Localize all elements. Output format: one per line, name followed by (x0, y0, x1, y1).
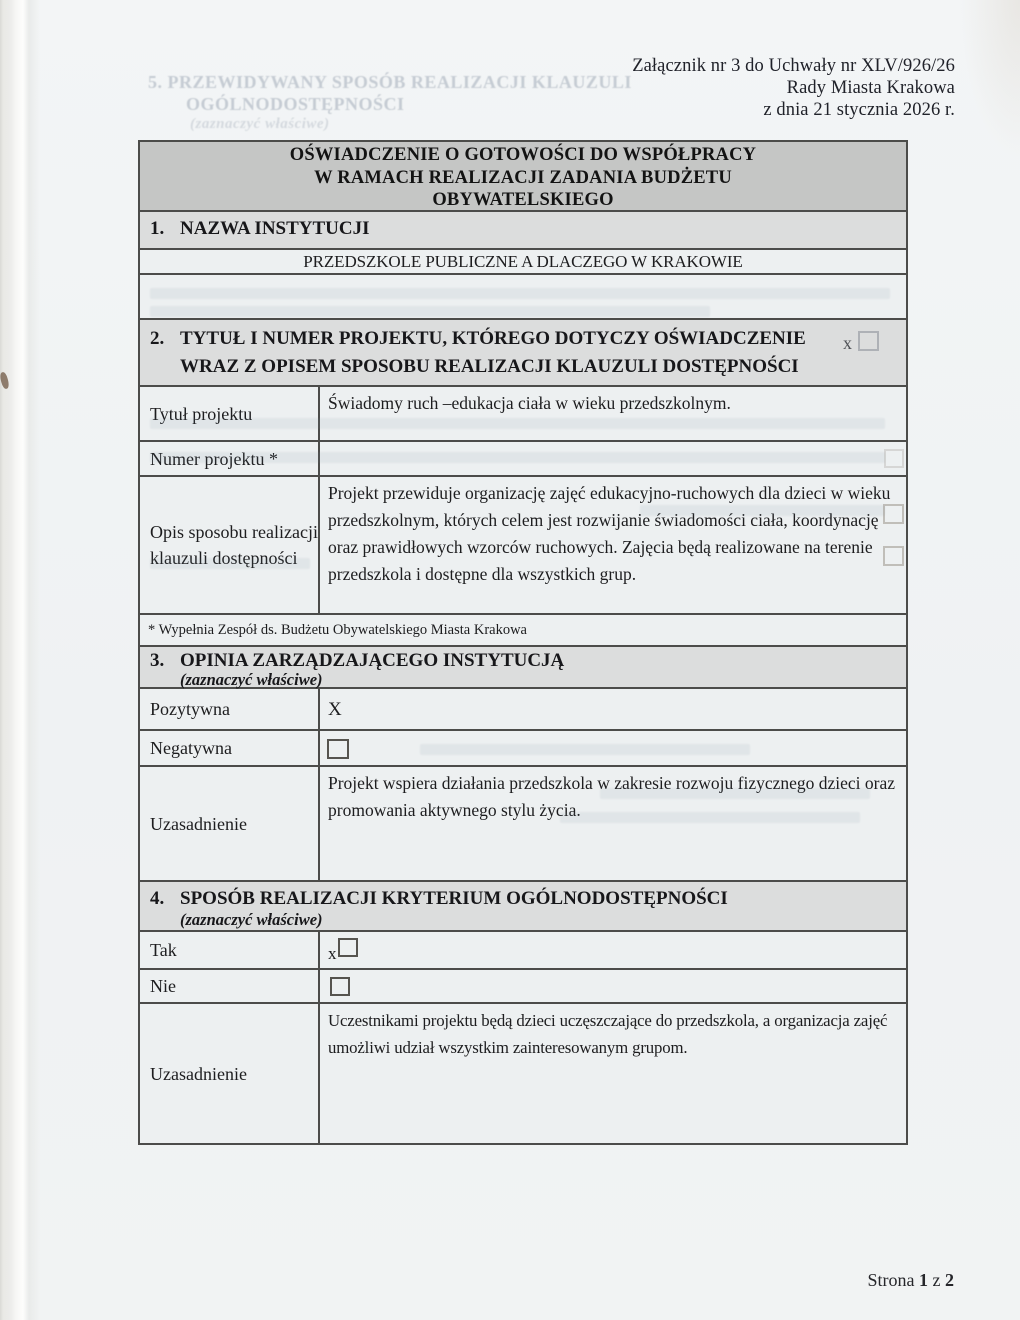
section3-heading: OPINIA ZARZĄDZAJĄCEGO INSTYTUCJĄ (180, 650, 565, 671)
page-number (868, 1270, 955, 1291)
section4-header (140, 880, 906, 930)
section4-justification-row (140, 1002, 906, 1143)
section4-justification-label: Uzasadnienie (150, 1063, 247, 1084)
page-number-separator: z (932, 1270, 941, 1290)
yes-checkbox (338, 938, 358, 957)
attachment-line-2: Rady Miasta Krakowa (786, 78, 955, 98)
section1-heading: NAZWA INSTYTUCJI (180, 218, 370, 239)
no-label: Nie (150, 976, 176, 996)
yes-label: Tak (150, 940, 177, 960)
attachment-line-1: Załącznik nr 3 do Uchwały nr XLV/926/26 (632, 56, 955, 76)
project-title-label: Tytuł projektu (150, 403, 253, 424)
project-title-row (140, 385, 906, 440)
section3-justification-label: Uzasadnienie (150, 813, 247, 834)
section2-header (140, 318, 906, 385)
page-number-current: 1 (919, 1270, 928, 1290)
declaration-form-table (138, 140, 908, 1145)
project-number-value (318, 442, 906, 475)
no-row (140, 968, 906, 1002)
section2-heading-line2: WRAZ Z OPISEM SPOSOBU REALIZACJI KLAUZULI DOSTĘPNOŚCI (180, 356, 799, 377)
section3-justification-value: Projekt wspiera działania przedszkola w zakresie rozwoju fizycznego dzieci oraz promowania aktywnego stylu życia. (318, 767, 906, 880)
attachment-reference (632, 55, 955, 121)
project-number-row (140, 440, 906, 475)
negative-row (140, 729, 906, 765)
section3-subheading: (zaznaczyć właściwe) (180, 670, 323, 689)
section2-heading-line1: TYTUŁ I NUMER PROJEKTU, KTÓREGO DOTYCZY OŚWIADCZENIE (180, 328, 806, 349)
footnote-row (140, 613, 906, 645)
accessibility-row (140, 475, 906, 613)
ghost-heading-line1: 5. PRZEWIDYWANY SPOSÓB REALIZACJI KLAUZULI (148, 72, 632, 92)
institution-name: PRZEDSZKOLE PUBLICZNE A DLACZEGO W KRAKOWIE (303, 252, 743, 271)
ghost-heading-line3: (zaznaczyć właściwe) (190, 116, 330, 132)
scan-edge (0, 0, 40, 1320)
section4-justification-value: Uczestnikami projektu będą dzieci uczęszczające do przedszkola, a organizacja zajęć umożliwi udział wszystkim zainteresowanym grupom. (318, 1004, 906, 1143)
ghost-heading-line2: OGÓLNODOSTĘPNOŚCI (186, 94, 405, 114)
ghost-x-mark: x (843, 333, 852, 353)
section4-number: 4. (150, 888, 165, 909)
project-number-label: Numer projektu * (150, 448, 278, 469)
attachment-line-3: z dnia 21 stycznia 2026 r. (763, 100, 955, 120)
form-title-line3: OBYWATELSKIEGO (432, 190, 614, 210)
section3-justification-row (140, 765, 906, 880)
positive-x-mark: X (328, 699, 342, 720)
accessibility-value: Projekt przewiduje organizację zajęć edukacyjno-ruchowych dla dzieci w wieku przedszkolnym, których celem jest rozwijanie świadomości ciała, koordynację oraz prawidłowych wzorców ruchowych. Zajęcia będą realizowane na terenie przedszkola i dostępne dla wszystkich grup. (318, 477, 906, 613)
footnote-text: * Wypełnia Zespół ds. Budżetu Obywatelskiego Miasta Krakowa (148, 622, 527, 638)
project-title-value: Świadomy ruch –edukacja ciała w wieku przedszkolnym. (318, 387, 906, 440)
page-number-prefix: Strona (867, 1270, 915, 1290)
section4-subheading: (zaznaczyć właściwe) (180, 910, 323, 929)
positive-label: Pozytywna (150, 699, 230, 719)
institution-name-cell (140, 248, 906, 273)
section3-number: 3. (150, 650, 165, 671)
scan-corner-shadow (960, 0, 1020, 160)
negative-label: Negatywna (150, 738, 232, 758)
section1-header (140, 210, 906, 248)
yes-x-mark: x (328, 944, 337, 963)
accessibility-label: Opis sposobu realizacji klauzuli dostępności (150, 522, 318, 568)
form-title-line1: OŚWIADCZENIE O GOTOWOŚCI DO WSPÓŁPRACY (289, 145, 757, 165)
section4-heading: SPOSÓB REALIZACJI KRYTERIUM OGÓLNODOSTĘPNOŚCI (180, 888, 728, 909)
section1-number: 1. (150, 218, 165, 239)
institution-empty-cell (140, 273, 906, 318)
form-title-line2: W RAMACH REALIZACJI ZADANIA BUDŻETU (314, 167, 732, 188)
form-title (140, 142, 906, 210)
positive-row (140, 687, 906, 729)
negative-checkbox (327, 739, 349, 759)
yes-row (140, 930, 906, 968)
section2-number: 2. (150, 328, 165, 349)
no-checkbox (330, 977, 350, 996)
section3-header (140, 645, 906, 687)
scan-speck (0, 371, 10, 389)
page-number-total: 2 (945, 1270, 954, 1290)
